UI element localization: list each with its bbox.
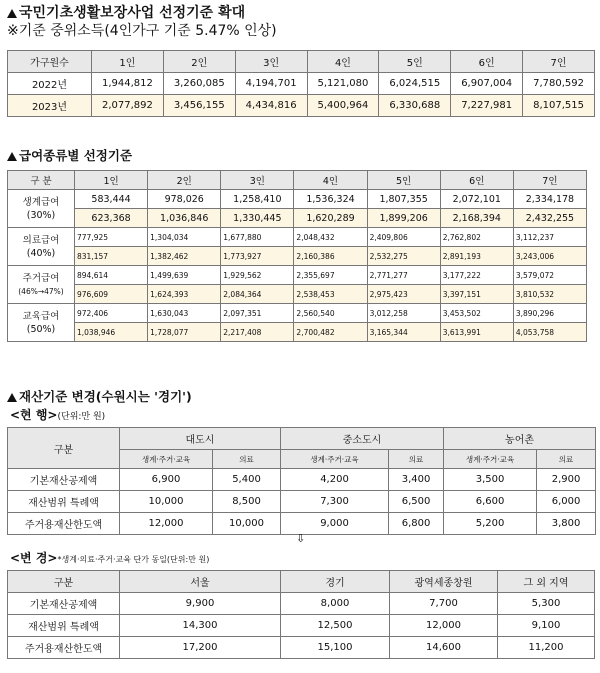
table-cell: 5,400,964 — [307, 95, 379, 117]
header-cell: 2인 — [163, 51, 235, 73]
subheader-cell: 생계·주거·교육 — [444, 450, 537, 469]
table-row — [8, 95, 595, 117]
table-cell: 7,700 — [390, 593, 498, 615]
table-cell: 8,107,515 — [523, 95, 595, 117]
table-cell: 1,899,206 — [367, 209, 440, 228]
header-cell: 대도시 — [120, 428, 281, 450]
table-cell: 976,609 — [75, 285, 148, 304]
table-header-row — [8, 51, 595, 73]
header-cell: 서울 — [120, 571, 281, 593]
table-cell: 3,397,151 — [440, 285, 513, 304]
table-cell: 2,560,540 — [294, 304, 367, 323]
table-cell: 1,944,812 — [92, 73, 164, 95]
triangle-icon — [7, 152, 17, 161]
table-cell: 3,800 — [537, 513, 596, 535]
table-cell: 3,177,222 — [440, 266, 513, 285]
table-cell: 1,382,462 — [148, 247, 221, 266]
table-cell: 1,330,445 — [221, 209, 294, 228]
table-cell: 623,368 — [75, 209, 148, 228]
table-cell: 3,012,258 — [367, 304, 440, 323]
table-cell: 1,036,846 — [148, 209, 221, 228]
table-cell: 11,200 — [498, 637, 595, 659]
table-cell: 2,538,453 — [294, 285, 367, 304]
table-cell: 2,355,697 — [294, 266, 367, 285]
table-cell: 6,500 — [389, 491, 444, 513]
header-cell: 구분 — [8, 571, 120, 593]
table-row — [8, 228, 587, 247]
table-cell: 1,807,355 — [367, 190, 440, 209]
table-cell: 6,600 — [444, 491, 537, 513]
table-cell: 2,097,351 — [221, 304, 294, 323]
table-cell: 15,100 — [281, 637, 390, 659]
subheader-cell: 의료 — [213, 450, 281, 469]
table-cell: 2,432,255 — [513, 209, 586, 228]
header-cell: 6인 — [451, 51, 523, 73]
header-cell: 5인 — [379, 51, 451, 73]
table-cell: 583,444 — [75, 190, 148, 209]
row-label: 2023년 — [8, 95, 92, 117]
table-cell: 3,500 — [444, 469, 537, 491]
row-label: 기본재산공제액 — [8, 593, 120, 615]
table-cell: 1,536,324 — [294, 190, 367, 209]
subheader-cell: 생계·주거·교육 — [120, 450, 213, 469]
table-cell: 3,243,006 — [513, 247, 586, 266]
table-row — [8, 304, 587, 323]
table-cell: 14,300 — [120, 615, 281, 637]
header-cell: 그 외 지역 — [498, 571, 595, 593]
section-title-benefits: 급여종류별 선정기준 — [7, 146, 132, 164]
subheader-cell: 의료 — [389, 450, 444, 469]
table-cell: 1,677,880 — [221, 228, 294, 247]
table-row — [8, 637, 595, 659]
median-income-table — [7, 50, 595, 117]
table-row — [8, 73, 595, 95]
table-row — [8, 285, 587, 304]
table-cell: 972,406 — [75, 304, 148, 323]
row-label: 재산범위 특례액 — [8, 615, 120, 637]
table-cell: 1,038,946 — [75, 323, 148, 342]
table-cell: 6,000 — [537, 491, 596, 513]
table-cell: 2,048,432 — [294, 228, 367, 247]
table-cell: 8,000 — [281, 593, 390, 615]
table-cell: 12,500 — [281, 615, 390, 637]
table-cell: 3,579,072 — [513, 266, 586, 285]
header-cell: 농어촌 — [444, 428, 596, 450]
table-cell: 6,907,004 — [451, 73, 523, 95]
table-cell: 3,453,502 — [440, 304, 513, 323]
table-cell: 831,157 — [75, 247, 148, 266]
header-cell: 구분 — [8, 428, 120, 469]
table-cell: 2,532,275 — [367, 247, 440, 266]
table-cell: 2,334,178 — [513, 190, 586, 209]
header-cell: 6인 — [440, 171, 513, 190]
table-cell: 8,500 — [213, 491, 281, 513]
header-cell: 가구원수 — [8, 51, 92, 73]
table-cell: 3,890,296 — [513, 304, 586, 323]
table-row — [8, 615, 595, 637]
table-cell: 5,200 — [444, 513, 537, 535]
table-cell: 894,614 — [75, 266, 148, 285]
table-cell: 5,400 — [213, 469, 281, 491]
row-label: 2022년 — [8, 73, 92, 95]
header-cell: 7인 — [513, 171, 586, 190]
page-subtitle: ※기준 중위소득(4인가구 기준 5.47% 인상) — [7, 23, 277, 39]
header-cell: 중소도시 — [281, 428, 444, 450]
table-cell: 3,456,155 — [163, 95, 235, 117]
row-label: 주거급여 (46%→47%) — [8, 266, 75, 304]
row-label: 재산범위 특례액 — [8, 491, 120, 513]
row-label: 교육급여 (50%) — [8, 304, 75, 342]
table-cell: 1,499,639 — [148, 266, 221, 285]
table-cell: 2,975,423 — [367, 285, 440, 304]
table-cell: 2,160,386 — [294, 247, 367, 266]
table-cell: 3,810,532 — [513, 285, 586, 304]
table-cell: 2,700,482 — [294, 323, 367, 342]
table-cell: 1,258,410 — [221, 190, 294, 209]
table-cell: 6,800 — [389, 513, 444, 535]
table-cell: 7,227,981 — [451, 95, 523, 117]
header-cell: 4인 — [307, 51, 379, 73]
table-cell: 2,762,802 — [440, 228, 513, 247]
table-cell: 7,780,592 — [523, 73, 595, 95]
header-cell: 7인 — [523, 51, 595, 73]
table-cell: 3,112,237 — [513, 228, 586, 247]
table-cell: 777,925 — [75, 228, 148, 247]
table-cell: 9,100 — [498, 615, 595, 637]
change-header: <변 경>*생계·의료·주거·교육 단가 동일(단위:만 원) — [10, 551, 210, 565]
table-cell: 3,260,085 — [163, 73, 235, 95]
table-cell: 7,300 — [281, 491, 389, 513]
table-header-row — [8, 171, 587, 190]
subheader-cell: 의료 — [537, 450, 596, 469]
header-cell: 구 분 — [8, 171, 75, 190]
header-cell: 광역세종창원 — [390, 571, 498, 593]
table-row — [8, 491, 596, 513]
table-row — [8, 266, 587, 285]
table-cell: 1,773,927 — [221, 247, 294, 266]
table-cell: 6,330,688 — [379, 95, 451, 117]
triangle-icon — [7, 393, 17, 402]
down-arrow-icon: ⇩ — [296, 532, 306, 545]
page-title: 국민기초생활보장사업 선정기준 확대 — [7, 2, 245, 22]
table-cell: 4,434,816 — [235, 95, 307, 117]
table-cell: 9,900 — [120, 593, 281, 615]
row-label: 의료급여 (40%) — [8, 228, 75, 266]
table-header-row — [8, 571, 595, 593]
table-row — [8, 190, 587, 209]
current-asset-table — [7, 427, 596, 535]
header-cell: 3인 — [235, 51, 307, 73]
table-cell: 12,000 — [120, 513, 213, 535]
table-cell: 2,891,193 — [440, 247, 513, 266]
table-cell: 9,000 — [281, 513, 389, 535]
table-cell: 2,084,364 — [221, 285, 294, 304]
table-cell: 6,900 — [120, 469, 213, 491]
table-cell: 1,630,043 — [148, 304, 221, 323]
table-cell: 5,121,080 — [307, 73, 379, 95]
header-cell: 3인 — [221, 171, 294, 190]
table-cell: 10,000 — [213, 513, 281, 535]
table-cell: 10,000 — [120, 491, 213, 513]
table-row — [8, 469, 596, 491]
table-cell: 4,200 — [281, 469, 389, 491]
row-label: 주거용재산한도액 — [8, 513, 120, 535]
table-cell: 2,217,408 — [221, 323, 294, 342]
benefit-criteria-table — [7, 170, 587, 342]
table-cell: 2,168,394 — [440, 209, 513, 228]
header-cell: 1인 — [75, 171, 148, 190]
table-row — [8, 247, 587, 266]
table-cell: 2,409,806 — [367, 228, 440, 247]
table-cell: 1,620,289 — [294, 209, 367, 228]
table-cell: 4,194,701 — [235, 73, 307, 95]
table-cell: 1,304,034 — [148, 228, 221, 247]
table-cell: 2,900 — [537, 469, 596, 491]
row-label: 생계급여 (30%) — [8, 190, 75, 228]
section-title-assets: 재산기준 변경(수원시는 '경기') — [7, 387, 192, 405]
table-cell: 5,300 — [498, 593, 595, 615]
header-cell: 경기 — [281, 571, 390, 593]
current-header: <현 행>(단위:만 원) — [10, 408, 106, 422]
header-cell: 2인 — [148, 171, 221, 190]
triangle-icon — [7, 9, 17, 18]
table-cell: 1,728,077 — [148, 323, 221, 342]
table-cell: 2,072,101 — [440, 190, 513, 209]
subheader-cell: 생계·주거·교육 — [281, 450, 389, 469]
table-header-row — [8, 428, 596, 450]
header-cell: 4인 — [294, 171, 367, 190]
table-cell: 12,000 — [390, 615, 498, 637]
table-cell: 2,771,277 — [367, 266, 440, 285]
table-cell: 3,165,344 — [367, 323, 440, 342]
header-cell: 1인 — [92, 51, 164, 73]
table-cell: 14,600 — [390, 637, 498, 659]
header-cell: 5인 — [367, 171, 440, 190]
table-cell: 17,200 — [120, 637, 281, 659]
changed-asset-table — [7, 570, 595, 659]
table-cell: 3,400 — [389, 469, 444, 491]
row-label: 주거용재산한도액 — [8, 637, 120, 659]
table-cell: 1,624,393 — [148, 285, 221, 304]
row-label: 기본재산공제액 — [8, 469, 120, 491]
table-row — [8, 323, 587, 342]
table-cell: 4,053,758 — [513, 323, 586, 342]
table-cell: 3,613,991 — [440, 323, 513, 342]
table-row — [8, 593, 595, 615]
table-cell: 6,024,515 — [379, 73, 451, 95]
table-cell: 2,077,892 — [92, 95, 164, 117]
table-row — [8, 209, 587, 228]
table-cell: 978,026 — [148, 190, 221, 209]
table-cell: 1,929,562 — [221, 266, 294, 285]
